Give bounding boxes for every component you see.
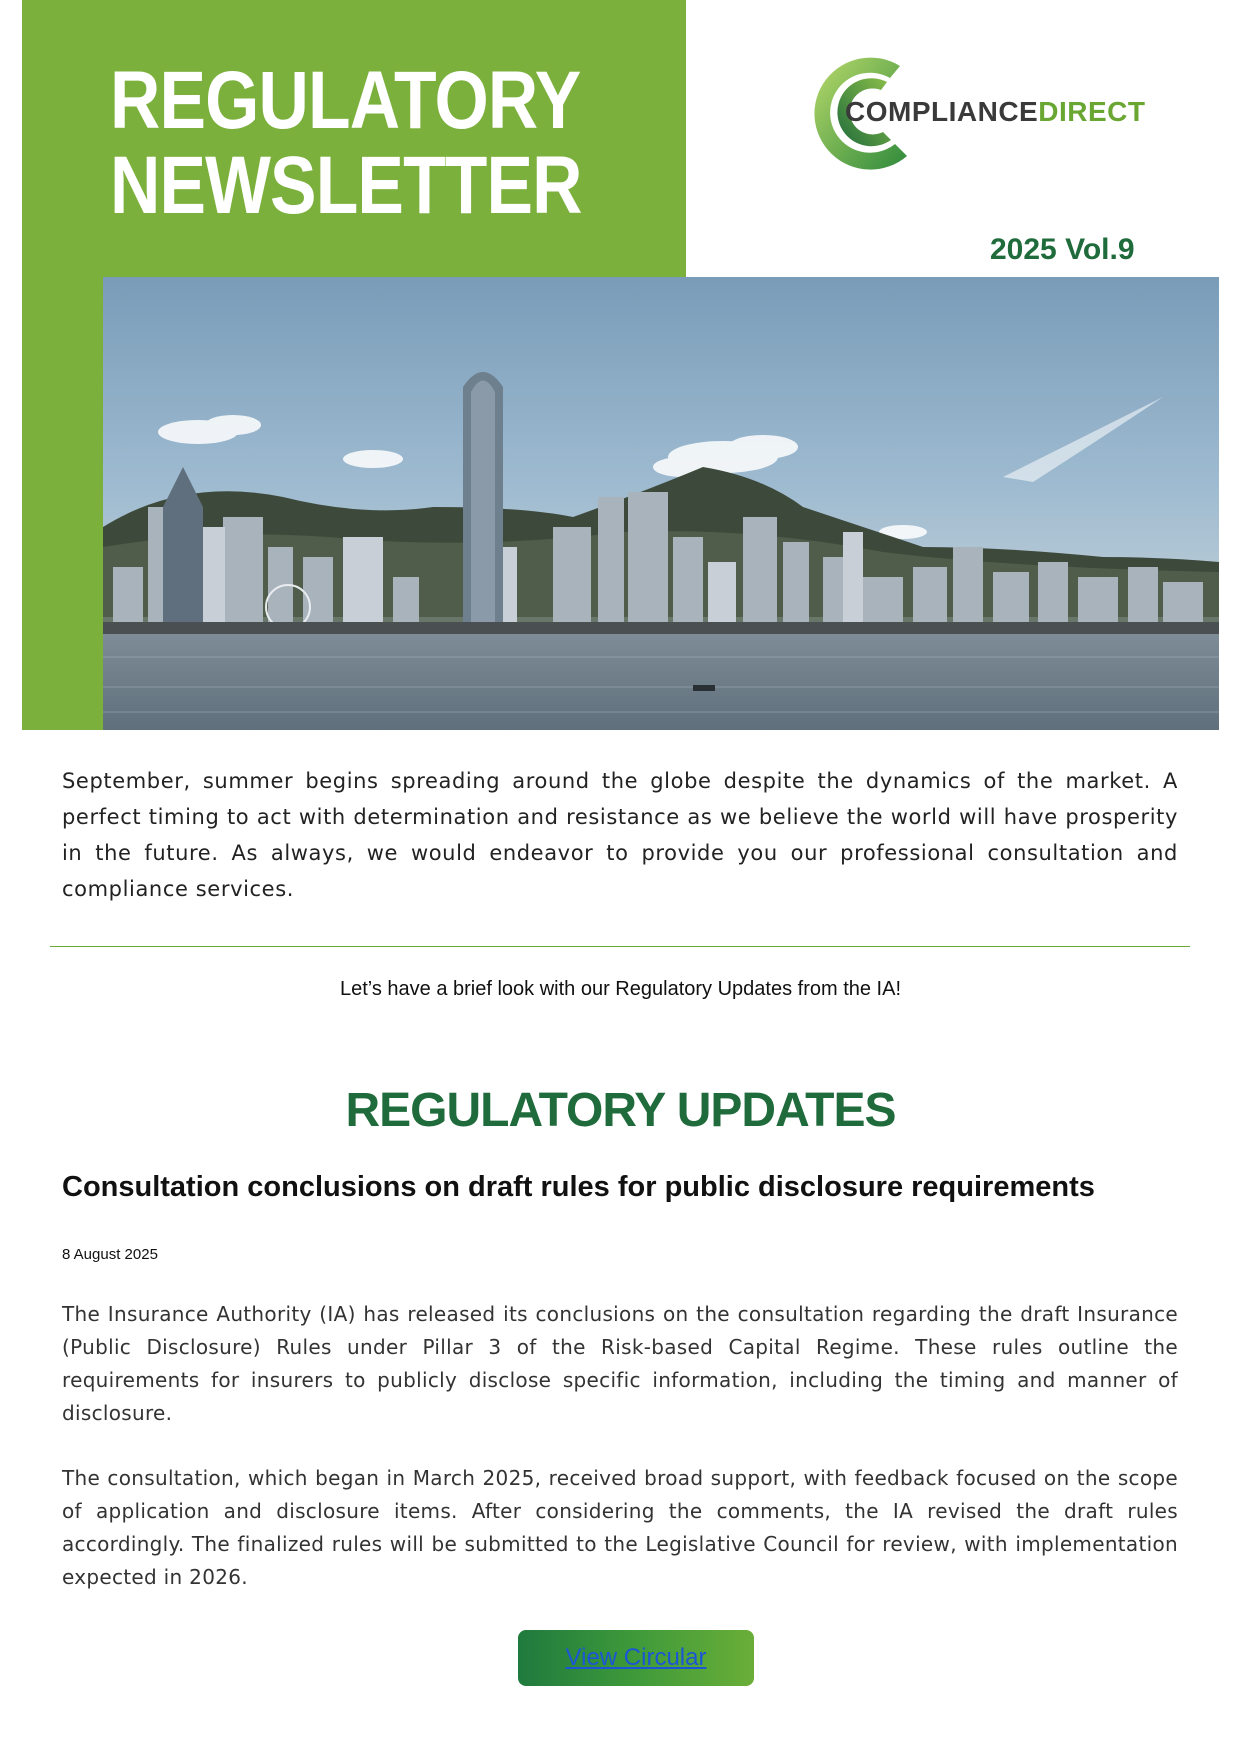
logo-wordmark bbox=[845, 96, 1145, 128]
volume-label: 2025 Vol.9 bbox=[990, 233, 1135, 266]
lead-line: Let’s have a brief look with our Regulatory Updates from the IA! bbox=[339, 978, 902, 1000]
logo-word-direct: DIRECT bbox=[1038, 96, 1146, 127]
hero-image-skyline bbox=[103, 277, 1219, 730]
compliance-direct-logo bbox=[795, 48, 1195, 178]
title-line-2: NEWSLETTER bbox=[110, 140, 582, 231]
intro-paragraph: September, summer begins spreading around the globe despite the dynamics of the market. A perfect timing to act with determination and resistance as we believe the world will have prosperity in the future. As always, we would endeavor to provide you our professional consultation and compliance services. bbox=[62, 769, 1178, 901]
skyline-illustration bbox=[103, 277, 1219, 730]
title-line-1: REGULATORY bbox=[110, 55, 581, 146]
article-paragraph: The Insurance Authority (IA) has released its conclusions on the consultation regarding the draft Insurance (Public Disclosure) Rules under Pillar 3 of the Risk-based Capital Regime. These rules outline the requirements for insurers to publicly disclose specific information, including the timing and manner of disclosure. bbox=[62, 1302, 1178, 1425]
view-circular-button[interactable]: View Circular bbox=[518, 1630, 754, 1686]
article-title: Consultation conclusions on draft rules for public disclosure requirements bbox=[62, 1171, 1095, 1203]
article-date: 8 August 2025 bbox=[62, 1246, 158, 1263]
article-paragraph: The consultation, which began in March 2025, received broad support, with feedback focused on the scope of application and disclosure items. After considering the comments, the IA revised the draft rules accordingly. The finalized rules will be submitted to the Legislative Council for review, with implementation expected in 2026. bbox=[62, 1466, 1178, 1589]
logo-word-compliance: COMPLIANCE bbox=[845, 96, 1039, 127]
section-divider bbox=[50, 946, 1190, 947]
section-title: REGULATORY UPDATES bbox=[345, 1084, 896, 1137]
newsletter-title bbox=[110, 55, 582, 231]
